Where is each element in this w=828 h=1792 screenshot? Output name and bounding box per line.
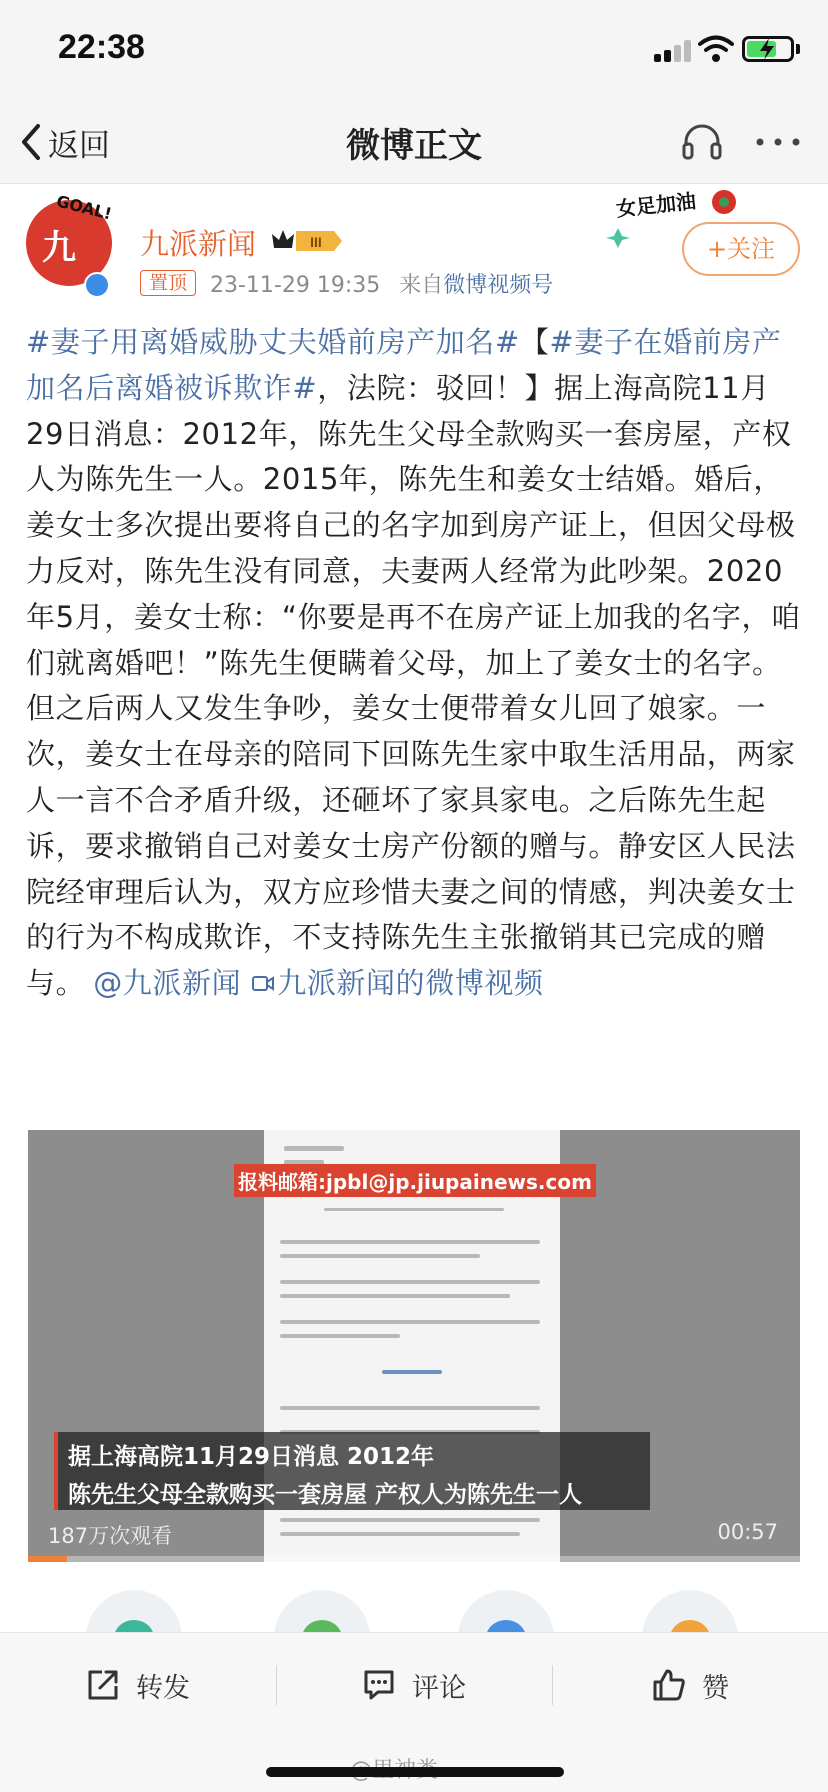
like-icon [652,1668,686,1702]
divider [552,1665,553,1705]
avatar-goal-icon: GOAL! [54,191,114,224]
divider [276,1665,277,1705]
status-bar [0,0,828,100]
post-timestamp: 23-11-29 19:35 [210,273,381,298]
more-icon[interactable] [752,120,804,164]
video-player[interactable] [28,1130,800,1562]
source-prefix: 来自 [399,273,444,298]
pinned-badge: 置顶 [140,270,196,296]
video-link-label: 九派新闻的微博视频 [277,966,544,1001]
bottom-action-bar [0,1632,828,1792]
charging-icon [752,36,782,62]
video-link[interactable] [251,966,543,1000]
repost-label: 转发 [136,1672,190,1704]
video-progress-bar[interactable] [28,1556,800,1562]
video-caption-line1: 据上海高院11月29日消息 2012年 [68,1444,435,1470]
video-email-banner: 报料邮箱:jpbl@jp.jiupainews.com [234,1164,596,1197]
video-progress-fill [28,1556,67,1562]
post-body [26,320,802,1007]
repost-button[interactable] [86,1657,190,1713]
comment-label: 评论 [412,1672,466,1704]
member-badge-icon[interactable] [268,226,346,256]
headphone-icon[interactable] [680,120,724,164]
share-icon [86,1668,120,1702]
page-title: 微博正文 [346,126,482,166]
video-views: 187万次观看 [48,1524,173,1548]
video-duration: 00:57 [717,1520,778,1544]
comment-icon [362,1668,396,1702]
like-button[interactable] [652,1657,729,1713]
member-badge-label: III [310,234,322,250]
back-label: 返回 [48,127,110,164]
author-name[interactable]: 九派新闻 [140,227,257,261]
home-indicator[interactable] [266,1767,564,1777]
verified-icon [84,272,110,298]
sticker-text: 女足加油 [614,188,698,222]
like-label: 赞 [702,1672,729,1704]
hashtag-link[interactable]: #妻子在婚前房产加名后离婚被诉欺诈# [26,325,782,405]
comment-button[interactable] [362,1657,466,1713]
signal-icon [654,38,694,62]
wifi-icon [698,34,734,64]
hashtag-link[interactable]: #妻子用离婚威胁丈夫婚前房产加名# [26,325,520,359]
nav-bar [0,100,828,184]
video-link-icon [251,973,275,995]
follow-button[interactable]: +关注 [682,222,800,276]
post-meta [210,268,553,299]
post-source[interactable]: 微博视频号 [443,273,554,298]
post-text: ，法院：驳回！】据上海高院11月29日消息：2012年，陈先生父母全款购买一套房屋，产权人为陈先生一人。2015年，陈先生和姜女士结婚。婚后，姜女士多次提出要将自己的名字加到房产证上，但因父母极力反对，陈先生没有同意，夫妻两人经常为此吵架。2020年5月，姜女士称：“你要是再不在房产证上加我的名字，咱们就离婚吧！”陈先生便瞒着父母，加上了姜女士的名字。但之后两人又发生争吵，姜女士便带着女儿回了娘家。一次，姜女士在母亲的陪同下回陈先生家中取生活用品，两家人一言不合矛盾升级，还砸坏了家具家电。之后陈先生起诉，要求撤销自己对姜女士房产份额的赠与。静安区人民法院经审理后认为，双方应珍惜夫妻之间的情感，判决姜女士的行为不构成欺诈，不支持陈先生主张撤销其已完成的赠与。 [26,370,801,1001]
battery-cap [796,44,800,54]
avatar-logo-icon: 九 [42,228,76,268]
mention-link[interactable]: @九派新闻 [93,966,242,1001]
bracket-text: 【 [519,325,550,359]
status-time: 22:38 [58,28,145,66]
video-caption-line2: 陈先生父母全款购买一套房屋 产权人为陈先生一人 [68,1482,583,1508]
